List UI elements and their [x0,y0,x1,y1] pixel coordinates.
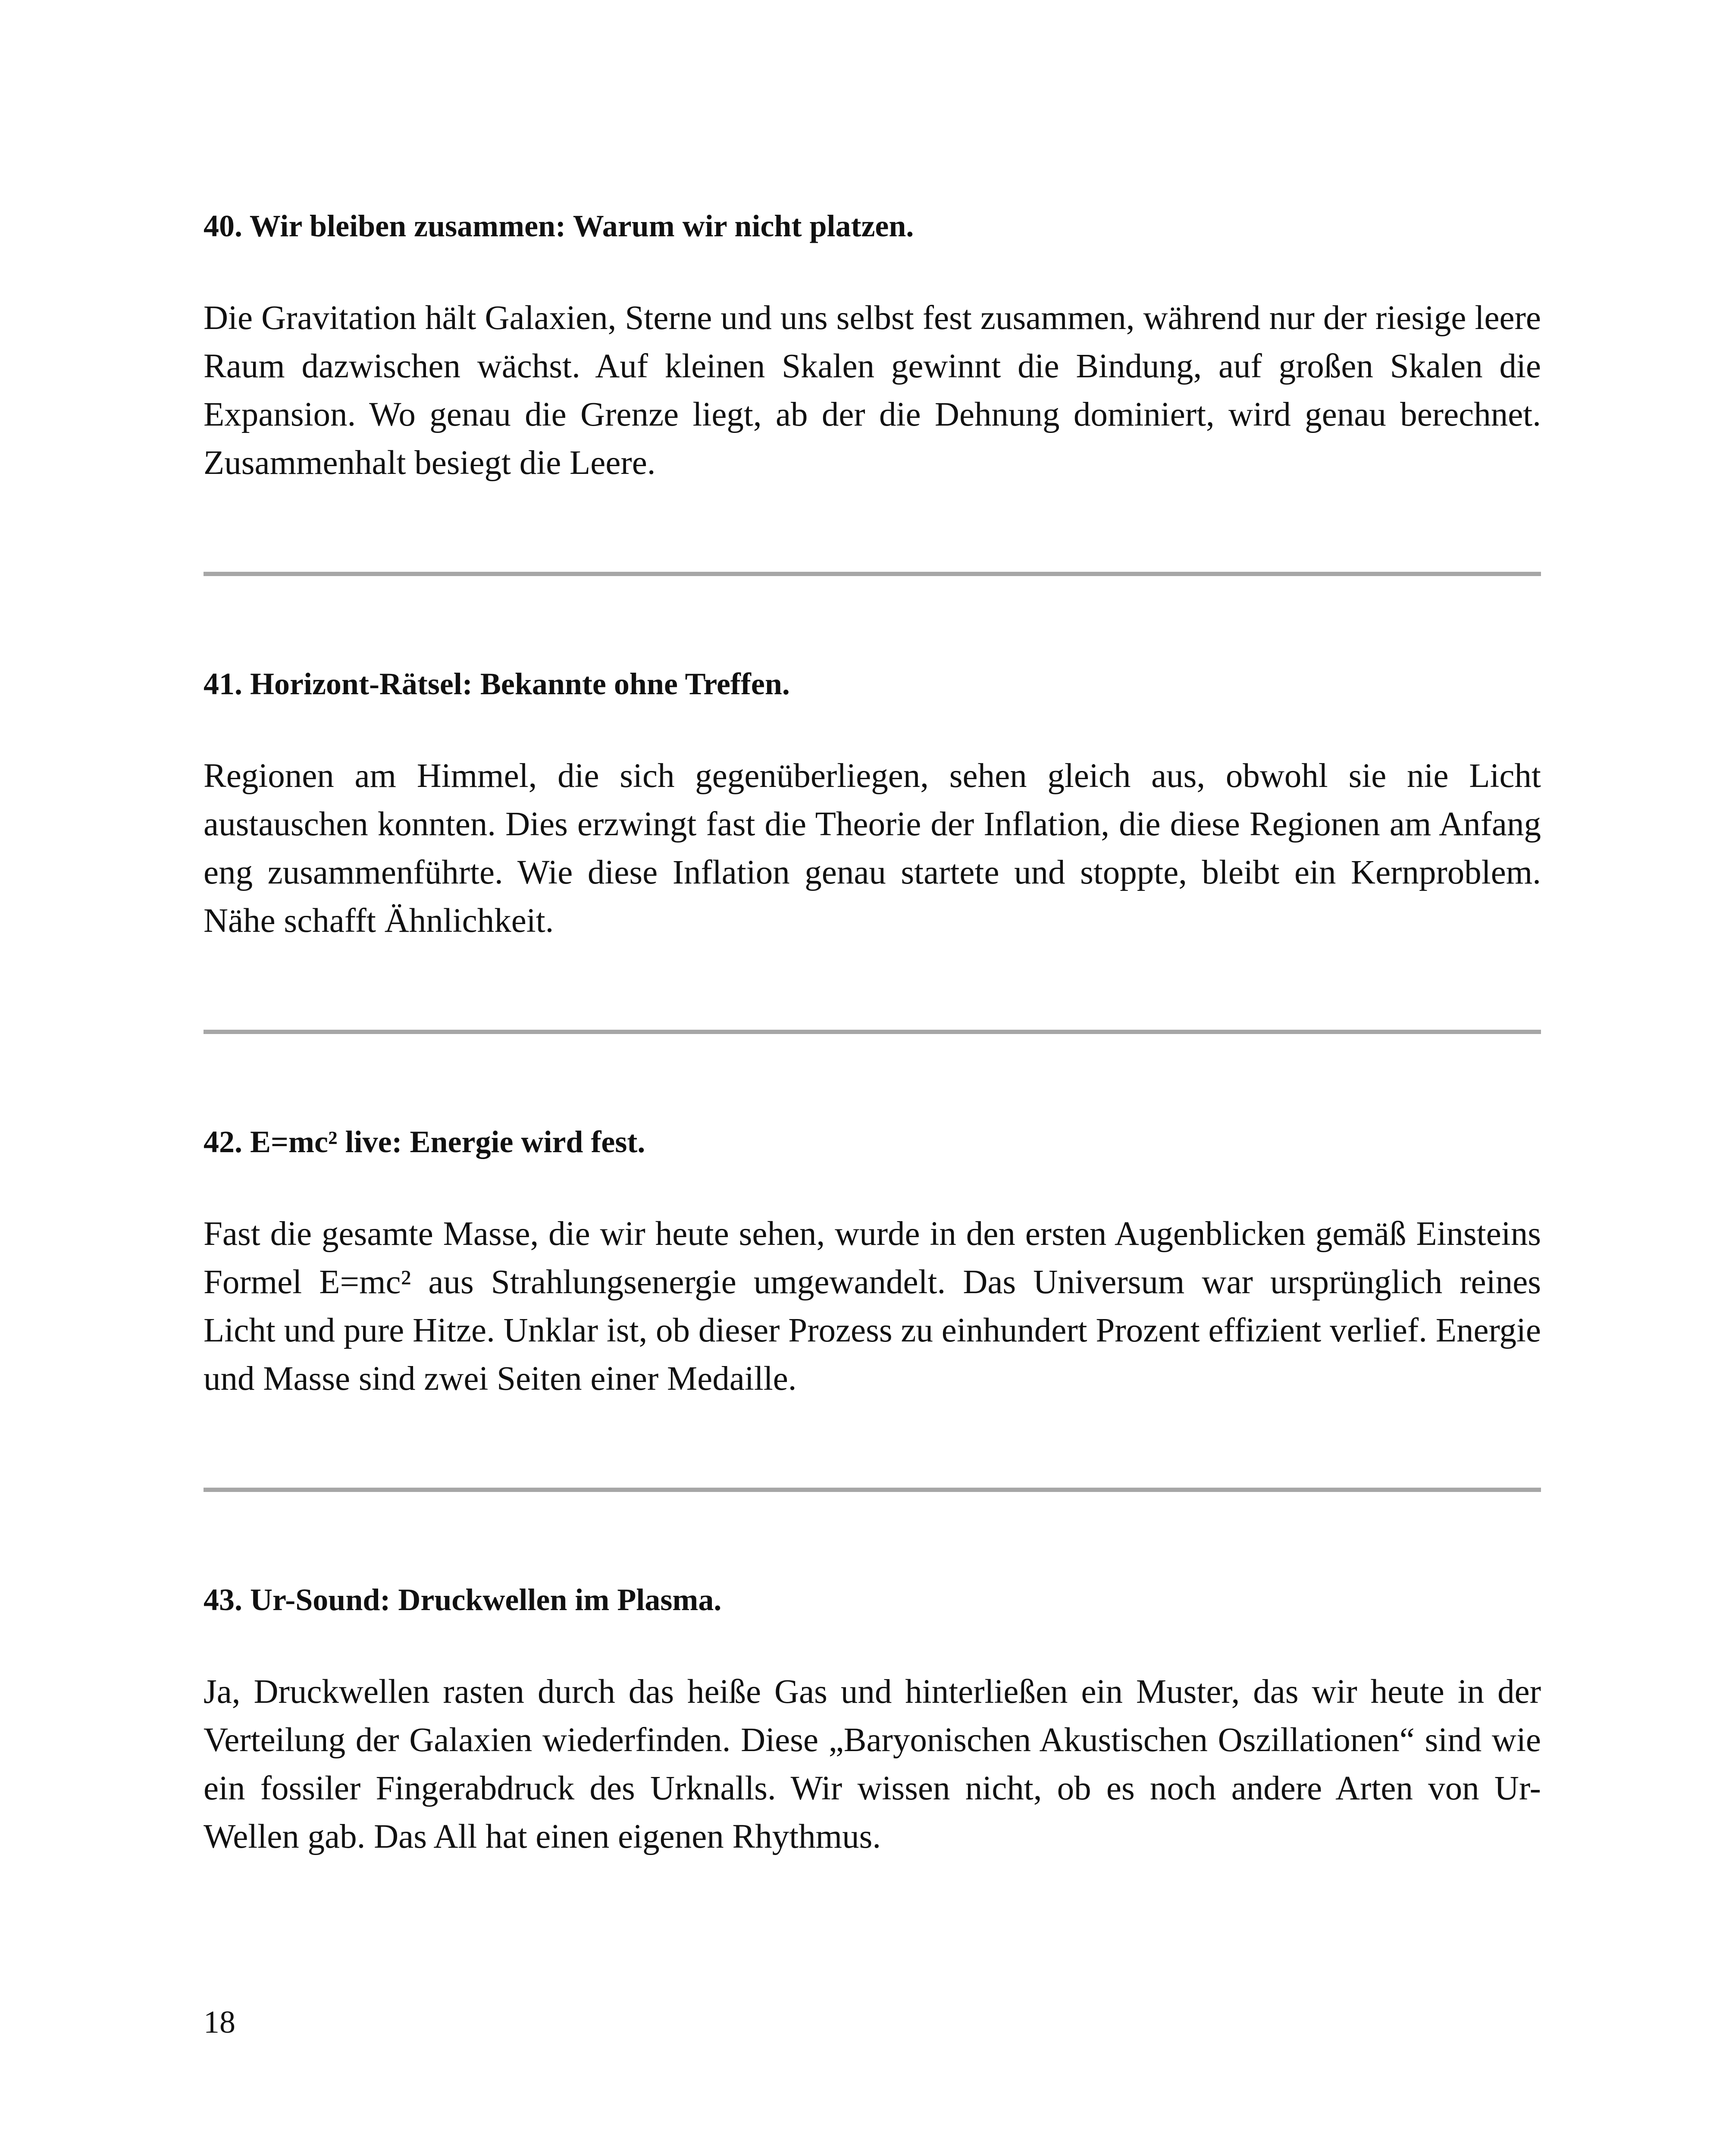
section-divider [204,1488,1541,1492]
page-content [204,204,1541,1861]
section-heading: 40. Wir bleiben zusammen: Warum wir nicht platzen. [204,209,914,243]
section-40 [204,204,1541,487]
section-heading: 41. Horizont-Rätsel: Bekannte ohne Treffen. [204,667,790,701]
section-divider [204,572,1541,576]
section-42 [204,1120,1541,1403]
section-body: Ja, Druckwellen rasten durch das heiße Gas und hinterließen ein Muster, das wir heute in der Verteilung der Galaxien wiederfinden. Diese „Baryonischen Akustischen Oszillationen“ sind wie ein fossiler Fingerabdruck des Urknalls. Wir wissen nicht, ob es noch andere Arten von Ur-Wellen gab. Das All hat einen eigenen Rhythmus. [204,1673,1541,1855]
section-41 [204,662,1541,945]
section-body: Regionen am Himmel, die sich gegenüberliegen, sehen gleich aus, obwohl sie nie Licht austauschen konnten. Dies erzwingt fast die Theorie der Inflation, die diese Regionen am Anfang eng zusammenführte. Wie diese Inflation genau startete und stoppte, bleibt ein Kernproblem. Nähe schafft Ähnlichkeit. [204,757,1541,940]
section-heading: 42. E=mc² live: Energie wird fest. [204,1125,645,1159]
section-body: Die Gravitation hält Galaxien, Sterne und uns selbst fest zusammen, während nur der riesige leere Raum dazwischen wächst. Auf kleinen Skalen gewinnt die Bindung, auf großen Skalen die Expansion. Wo genau die Grenze liegt, ab der die Dehnung dominiert, wird genau berechnet. Zusammenhalt besiegt die Leere. [204,299,1541,482]
section-divider [204,1030,1541,1034]
section-heading: 43. Ur-Sound: Druckwellen im Plasma. [204,1583,722,1617]
section-body: Fast die gesamte Masse, die wir heute sehen, wurde in den ersten Augenblicken gemäß Einsteins Formel E=mc² aus Strahlungsenergie umgewandelt. Das Universum war ursprünglich reines Licht und pure Hitze. Unklar ist, ob dieser Prozess zu einhundert Prozent effizient verlief. Energie und Masse sind zwei Seiten einer Medaille. [204,1215,1541,1398]
section-43 [204,1578,1541,1861]
page-number: 18 [204,2005,235,2040]
